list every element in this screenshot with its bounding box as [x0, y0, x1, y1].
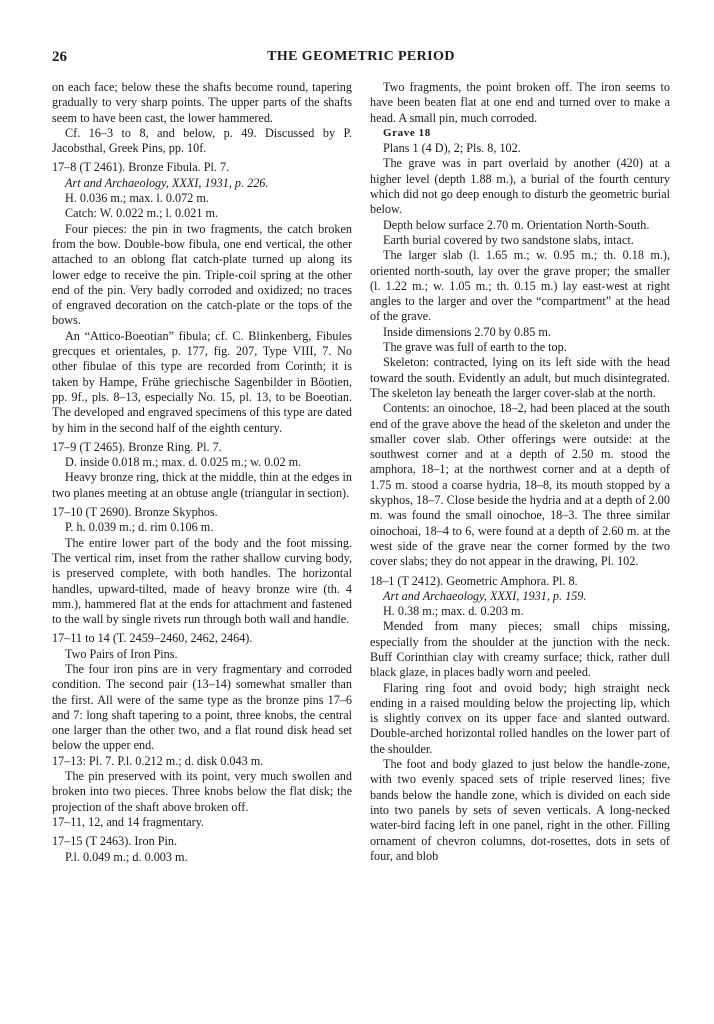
page-header	[52, 49, 670, 69]
entry-title: 17–15 (T 2463). Iron Pin.	[52, 834, 178, 849]
entry-title: 18–1 (T 2412). Geometric Amphora. Pl. 8.	[370, 573, 578, 588]
entry-description: The pin preserved with its point, very much swollen and broken into two pieces. Three knobs below the flat disk; the projection of the shaft above broken off.	[52, 769, 352, 814]
paragraph: The grave was in part overlaid by another (420) at a higher level (depth 1.88 m.), a burial of the fourth century which did not go deep enough to disturb the geometric burial below.	[370, 156, 670, 217]
entry-dimensions: H. 0.38 m.; max. d. 0.203 m.	[383, 604, 524, 619]
paragraph: Earth burial covered by two sandstone slabs, intact.	[383, 232, 634, 247]
grave-plans: Plans 1 (4 D), 2; Pls. 8, 102.	[383, 141, 521, 156]
entry-title: 17–11 to 14 (T. 2459–2460, 2462, 2464).	[52, 631, 253, 646]
entry-title: 17–8 (T 2461). Bronze Fibula. Pl. 7.	[52, 160, 230, 175]
entry-dimensions: D. inside 0.018 m.; max. d. 0.025 m.; w. 0.02 m.	[65, 455, 302, 470]
entry-reference: Art and Archaeology, XXXI, 1931, p. 226.	[65, 175, 269, 190]
entry-subtitle: Two Pairs of Iron Pins.	[65, 646, 178, 661]
paragraph: Contents: an oinochoe, 18–2, had been placed at the south end of the grave above the head of the skeleton and under the smaller cover slab. Other offerings were outside: at the southwest corner and at a depth of 2.50 m. stood the amphora, 18–1; at the northwest corner and at a depth of 1.75 m. stood a coarse hydria, 18–8, its mouth stopped by a skyphos, 18–7. Close beside the hydria and at a depth of 2.00 m. was found the small oinochoe, 18–3. The three similar oinochoai, 18–4 to 6, were found at a depth of 2.60 m. at the west side of the grave near the corner formed by the two cover slabs; they do not appear in the drawing, Pl. 102.	[370, 401, 670, 569]
entry-description: Four pieces: the pin in two fragments, the catch broken from the bow. Double-bow fibula, one end vertical, the other attached to an oblong flat catch-plate turned up along its lower edge to receive the pin. Triple-coil spring at the other end of the pin. Very badly corroded and oxidized; no traces of engraved decoration on the catch-plate or the tops of the bows.	[52, 221, 352, 328]
entry-description: An “Attico-Boeotian” fibula; cf. C. Blinkenberg, Fibules grecques et orientales, p. 177, fig. 207, Type VIII, 7. No other fibulae of this type are recorded from Corinth; it is taken by Hampe, Frühe griechische Sagenbilder in Böotien, pp. 9f., pls. 8–13, especially No. 15, pl. 13, to be Boeotian. The developed and engraved specimens of this type are dated by him in the second half of the eighth century.	[52, 328, 352, 435]
entry-title: 17–10 (T 2690). Bronze Skyphos.	[52, 505, 218, 520]
grave-heading: Grave 18	[383, 126, 431, 139]
entry-description: Flaring ring foot and ovoid body; high straight neck ending in a raised moulding below the projecting lip, which is slightly convex on its upper face and slanted outward. Double-arched horizontal rolled handles on the lower part of the shoulder.	[370, 680, 670, 756]
entry-description: The entire lower part of the body and the foot missing. The vertical rim, inset from the rather shallow curving body, is preserved complete, with both handles. The horizontal handles, upward-tilted, made of heavy bronze wire (th. 4 mm.), hammered flat at the ends for attachment and fastened to the wall by single rivets run through both wall and handle.	[52, 535, 352, 627]
left-column	[52, 80, 352, 865]
entry-description: The foot and body glazed to just below the handle-zone, with two evenly spaced sets of triple reserved lines; five bands below the handle zone, which is divided on each side into two panels by sets of seven verticals. A long-necked water-bird facing left in one panel, right in the other. Filling ornament of chevron columns, dot-rosettes, dots in sets of four, and blob	[370, 757, 670, 863]
entry-note: 17–11, 12, and 14 fragmentary.	[52, 814, 205, 829]
entry-title: 17–9 (T 2465). Bronze Ring. Pl. 7.	[52, 439, 222, 454]
paragraph: Depth below surface 2.70 m. Orientation North-South.	[383, 217, 650, 232]
entry-title: 17–13: Pl. 7. P.l. 0.212 m.; d. disk 0.043 m.	[52, 753, 264, 768]
paragraph: Two fragments, the point broken off. The iron seems to have been beaten flat at one end and turned over to make a head. A small pin, much corroded.	[370, 80, 670, 125]
paragraph: The larger slab (l. 1.65 m.; w. 0.95 m.; th. 0.18 m.), oriented north-south, lay over the grave proper; the smaller (l. 1.22 m.; w. 1.05 m.; th. 0.15 m.) lay east-west at right angles to the larger and over the “compartment” at the head of the grave.	[370, 248, 670, 324]
entry-dimensions: H. 0.036 m.; max. l. 0.072 m.	[65, 191, 209, 206]
paragraph: Skeleton: contracted, lying on its left side with the head toward the south. Evidently an adult, but much disintegrated. The skeleton lay beneath the larger cover-slab at the north.	[370, 355, 670, 400]
entry-description: The four iron pins are in very fragmentary and corroded condition. The second pair (13–14) somewhat smaller than the first. All were of the same type as the bronze pins 17–6 and 7: long shaft tapering to a point, three knobs, the central one larger than the other two, and a flat round disk head set below the upper end.	[52, 661, 352, 753]
entry-dimensions: P. h. 0.039 m.; d. rim 0.106 m.	[65, 520, 214, 535]
entry-dimensions: P.l. 0.049 m.; d. 0.003 m.	[65, 849, 188, 864]
entry-description: Mended from many pieces; small chips missing, especially from the shoulder at the junction with the neck. Buff Corinthian clay with creamy surface; thick, rather dull black glaze, in places badly worn and peeled.	[370, 619, 670, 680]
running-title: THE GEOMETRIC PERIOD	[267, 49, 455, 64]
entry-description: Heavy bronze ring, thick at the middle, thin at the edges in two planes meeting at an obtuse angle (triangular in section).	[52, 470, 352, 500]
entry-dimensions: Catch: W. 0.022 m.; l. 0.021 m.	[65, 206, 219, 221]
right-column	[370, 80, 670, 864]
paragraph: Inside dimensions 2.70 by 0.85 m.	[383, 324, 551, 339]
paragraph: on each face; below these the shafts become round, tapering gradually to very sharp points. The upper parts of the shafts seem to have been cast, the lower hammered.	[52, 80, 352, 125]
paragraph: Cf. 16–3 to 8, and below, p. 49. Discussed by P. Jacobsthal, Greek Pins, pp. 10f.	[52, 125, 352, 156]
page-number: 26	[52, 49, 67, 65]
paragraph: The grave was full of earth to the top.	[383, 340, 567, 355]
entry-reference: Art and Archaeology, XXXI, 1931, p. 159.	[383, 588, 587, 603]
